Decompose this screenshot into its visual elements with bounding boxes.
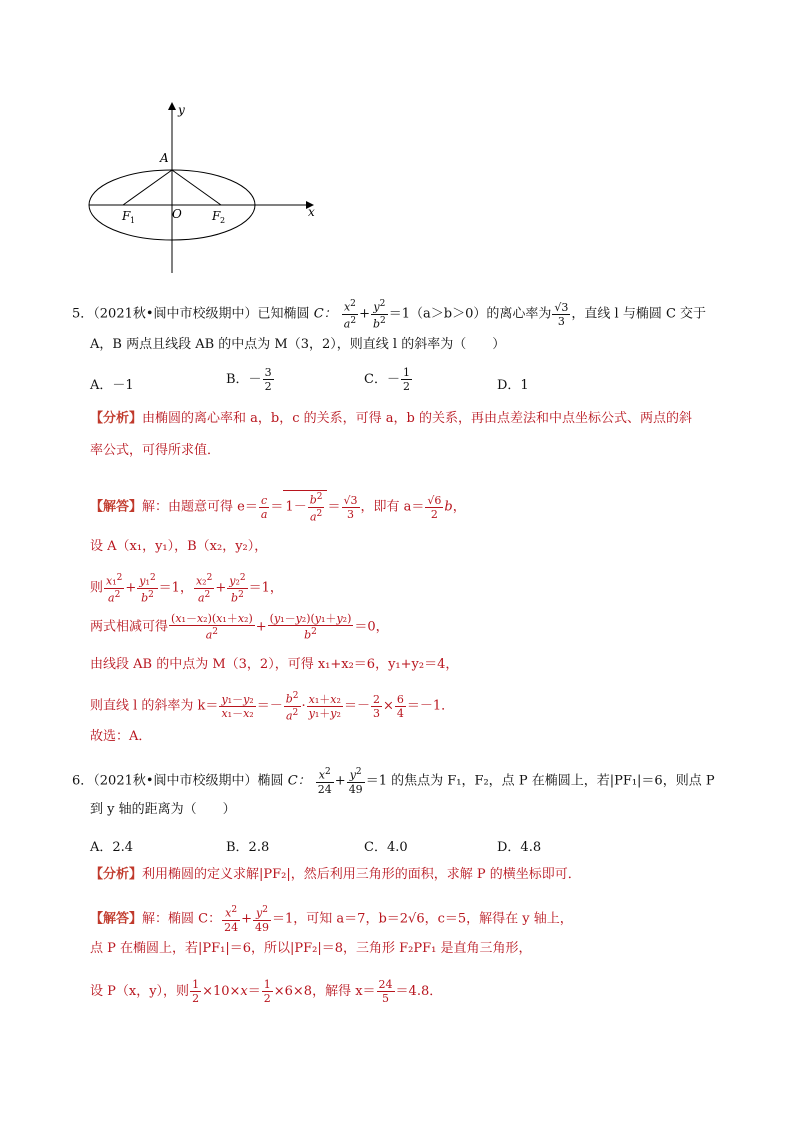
q5-analysis-text1: 由椭圆的离心率和 a，b，c 的关系，可得 a，b 的关系，再由点差法和中点坐标公式、两点的斜: [142, 411, 692, 426]
q5-option-d[interactable]: D．1: [497, 378, 529, 393]
q5-answer-frac-ca: $\frac{c}{a}$: [260, 493, 268, 521]
q5-option-c-frac: $\frac{1}{2}$: [402, 366, 410, 393]
q5-cond: ＝1（a＞b＞0）的离心率为: [388, 306, 552, 322]
q5-option-b-frac: $\frac{3}{2}$: [264, 366, 272, 393]
q6-option-a[interactable]: A．2.4: [90, 840, 134, 855]
q6-analysis-tag: 【分析】: [90, 867, 143, 882]
q5-option-a[interactable]: A．－1: [90, 378, 134, 393]
q6-answer-3a: 设 P（x，y），则: [90, 984, 190, 999]
q5-ecc-frac: $\frac{√3}{3}$: [554, 300, 569, 328]
q5-source: （2021秋•阆中市校级期中）已知椭圆: [93, 306, 310, 322]
q6-answer-1a: 解：椭圆 C：: [142, 911, 222, 927]
q5-stem-line2: A，B 两点且线段 AB 的中点为 M（3，2），则直线 l 的斜率为（ ）: [90, 337, 506, 352]
label-F1: F: [122, 209, 131, 223]
segment-AF2: [172, 170, 221, 205]
label-F2: F: [212, 209, 221, 223]
label-F1-sub: 1: [130, 216, 136, 225]
q6-number: 6．: [72, 773, 94, 789]
q6-option-d[interactable]: D．4.8: [497, 840, 542, 855]
q5-answer-line6: 则直线 l 的斜率为 k＝ $\frac{\text{y₁－y₂}}{\text{x₁－x₂}}$ ＝－ $\frac{b^2}{a^2}$ · $\frac{\text{x₁＋x₂}}{\text{y₁＋y₂}}$ ＝－ $\frac{2}{3}$ × $\frac{6}{4}$ ＝－1．: [90, 691, 455, 723]
q5-answer-3: 则: [90, 580, 104, 596]
y-axis-arrow-icon: [168, 102, 176, 110]
q5-answer-line5: 由线段 AB 的中点为 M（3，2），可得 x₁+x₂＝6，y₁+y₂＝4，: [90, 657, 459, 672]
q5-stem-line1: 5．（2021秋•阆中市校级期中）已知椭圆 C： $\frac{x^2}{a^2}$ + $\frac{y^2}{b^2}$ ＝1（a＞b＞0）的离心率为 $\frac{√3}{3}$ ，直线 l 与椭圆 C 交于: [72, 299, 707, 331]
q5-number: 5．: [72, 306, 94, 322]
q5-rest1: ，直线 l 与椭圆 C 交于: [571, 306, 707, 322]
q5-frac-y2b2: $\frac{y^2}{b^2}$: [372, 299, 386, 331]
q6-option-b[interactable]: B．2.8: [226, 840, 270, 855]
q6-analysis-text1: 利用椭圆的定义求解|PF₂|，然后利用三角形的面积，求解 P 的横坐标即可．: [142, 867, 581, 882]
q5-option-c-label: C．－: [364, 372, 400, 387]
q5-answer-line4: 两式相减可得 $\frac{\text{(x₁－x₂)(x₁＋x₂)}}{a^2}$ + $\frac{\text{(y₁－y₂)(y₁＋y₂)}}{b^2}$ ＝0，: [90, 612, 389, 642]
q5-frac-x2a2: $\frac{x^2}{a^2}$: [343, 299, 357, 331]
q5-answer-sqrt: 1－ $\frac{b^2}{a^2}$: [283, 490, 327, 523]
q5-option-c[interactable]: [364, 366, 413, 393]
label-O: O: [172, 207, 182, 221]
q5-answer-1a: 解：由题意可得 e＝: [142, 499, 258, 515]
q6-answer-1b: ，可知 a＝7，b＝2√6，c＝5，解得在 y 轴上，: [293, 911, 573, 927]
q5-analysis-line1: [90, 410, 692, 428]
q6-analysis-line1: [90, 866, 581, 884]
q5-option-b-label: B．－: [226, 372, 262, 387]
q6-frac-y249: $\frac{y^2}{49}$: [348, 767, 363, 796]
q6-answer-line2: 点 P 在椭圆上，若|PF₁|＝6，所以|PF₂|＝8，三角形 F₂PF₁ 是直角三角形，: [90, 941, 532, 956]
q6-source: （2021秋•阆中市校级期中）椭圆: [93, 773, 284, 789]
q5-analysis-tag: 【分析】: [90, 411, 143, 426]
q5-answer-tag: 【解答】: [90, 499, 143, 515]
q5-answer-frac-r6: $\frac{√6}{2}$: [427, 493, 442, 521]
label-A: A: [160, 151, 169, 165]
q6-answer-3b: ，解得 x＝: [312, 984, 376, 999]
segment-AF1: [123, 170, 172, 205]
q5-answer-1b: ，即有 a＝: [360, 499, 425, 515]
q5-answer-line3: 则 $\frac{x_1^2}{a^2}$ + $\frac{y_1^2}{b^2}$ ＝1， $\frac{x_2^2}{a^2}$ + $\frac{y_2^2}{b^2}$ ＝1，: [90, 573, 283, 605]
label-y: y: [178, 103, 185, 117]
q6-C-label: C：: [287, 773, 311, 789]
q6-answer-line1: 【解答】解：椭圆 C： $\frac{x^2}{24}$ + $\frac{y^2}{49}$ ＝1，可知 a＝7，b＝2√6，c＝5，解得在 y 轴上，: [90, 905, 573, 934]
q5-answer-line7: 故选：A．: [90, 729, 152, 744]
q5-answer-6: 则直线 l 的斜率为 k＝: [90, 698, 219, 714]
q5-answer-frac-r3: $\frac{√3}{3}$: [343, 493, 358, 521]
q6-answer-tag: 【解答】: [90, 911, 143, 927]
q5-option-b[interactable]: [226, 366, 275, 393]
q6-answer-line3: 设 P（x，y），则 $\frac{1}{2}$ ×10×x＝ $\frac{1}{2}$ ×6×8，解得 x＝ $\frac{24}{5}$ ＝4.8．: [90, 978, 443, 1005]
q6-rest1: ＝1 的焦点为 F₁，F₂，点 P 在椭圆上，若|PF₁|＝6，则点 P: [365, 773, 715, 789]
q5-answer-line1: 【解答】解：由题意可得 e＝ $\frac{c}{a}$ ＝ 1－ $\frac{b^2}{a^2}$ ＝ $\frac{√3}{3}$ ，即有 a＝ $\frac{√6}{2}$ b，: [90, 492, 466, 524]
label-F2-sub: 2: [220, 216, 226, 225]
q6-stem-line2: 到 y 轴的距离为（ ）: [90, 802, 236, 817]
label-x: x: [308, 205, 315, 219]
q5-answer-4: 两式相减可得: [90, 619, 169, 635]
q5-C-label: C：: [313, 306, 337, 322]
q6-stem-line1: 6．（2021秋•阆中市校级期中）椭圆 C： $\frac{x^2}{24}$ + $\frac{y^2}{49}$ ＝1 的焦点为 F₁，F₂，点 P 在椭圆上，若|PF₁|＝6，则点 P: [72, 767, 715, 796]
q5-answer-line2: 设 A（x₁，y₁），B（x₂，y₂），: [90, 539, 268, 554]
ellipse-figure: [84, 98, 324, 278]
q6-option-c[interactable]: C．4.0: [364, 840, 408, 855]
q5-analysis-line2: 率公式，可得所求值．: [90, 443, 221, 458]
q6-frac-x224: $\frac{x^2}{24}$: [317, 767, 332, 796]
